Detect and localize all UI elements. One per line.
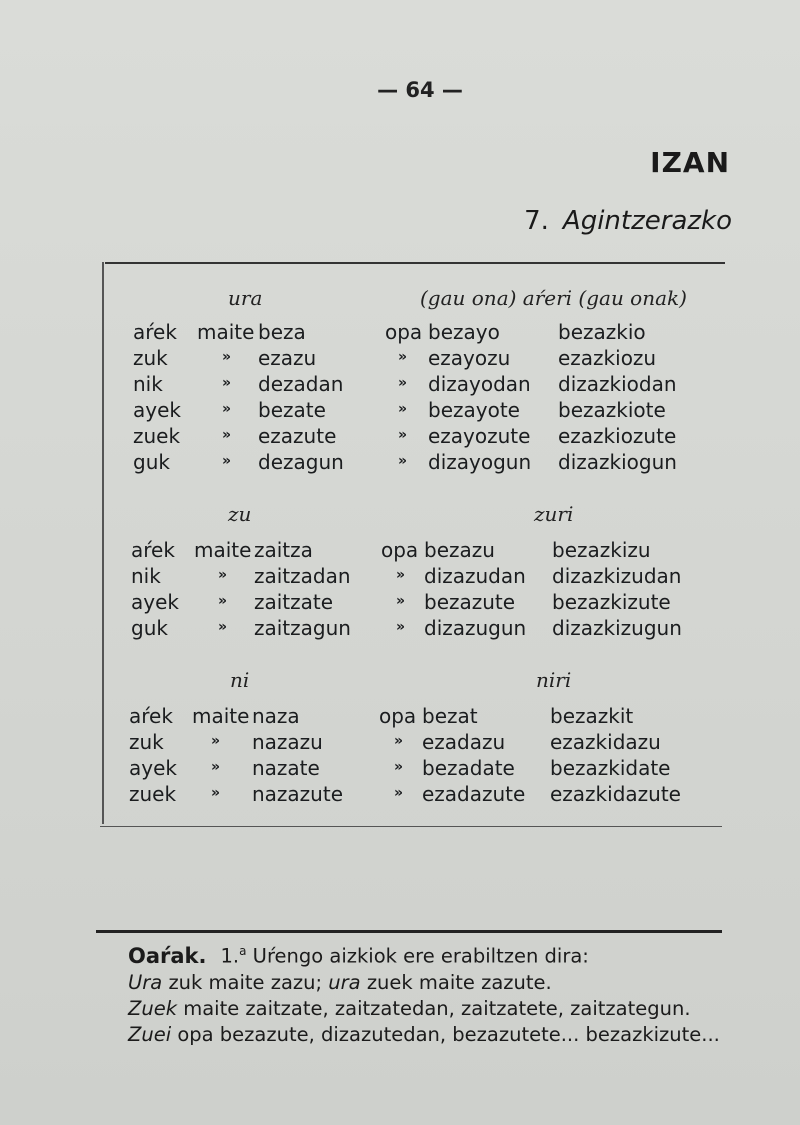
table-row: [0, 616, 800, 642]
ditto-mark: »: [222, 375, 232, 391]
cell-form: dezagun: [258, 450, 344, 474]
notes-superscript: a: [239, 944, 247, 958]
cell-form: nazate: [252, 756, 320, 780]
notes-line-1-text: Uŕengo aizkiok ere erabiltzen dira:: [252, 944, 589, 968]
cell-opa: opa: [379, 704, 417, 728]
cell-subject: guk: [131, 616, 168, 640]
cell-dative-form: ezadazute: [422, 782, 526, 806]
ditto-mark: »: [211, 785, 221, 801]
notes-rule: [96, 930, 722, 933]
cell-dative-form: bezazute: [424, 590, 516, 614]
table-row: [0, 590, 800, 616]
group-2-right-heading: zuri: [534, 502, 574, 526]
table-row: [0, 320, 800, 346]
ditto-mark: »: [211, 759, 221, 775]
cell-dative-form: dizazugun: [424, 616, 527, 640]
ditto-mark: »: [398, 401, 408, 417]
cell-form: zaitza: [254, 538, 313, 562]
cell-plural-form: dizazkizudan: [552, 564, 682, 588]
notes-text: zuek maite zazute.: [360, 970, 552, 994]
ditto-mark: »: [396, 619, 406, 635]
table-row: [0, 398, 800, 424]
cell-plural-form: ezazkiozute: [558, 424, 677, 448]
ditto-mark: »: [218, 593, 228, 609]
ditto-mark: »: [394, 759, 404, 775]
ditto-mark: »: [398, 375, 408, 391]
cell-dative-form: ezadazu: [422, 730, 506, 754]
table-top-rule: [105, 262, 725, 264]
ditto-mark: »: [211, 733, 221, 749]
cell-dative-form: dizayodan: [428, 372, 531, 396]
cell-dative-form: ezayozute: [428, 424, 531, 448]
table-bottom-rule: [100, 826, 722, 827]
cell-plural-form: ezazkidazu: [550, 730, 661, 754]
ditto-mark: »: [394, 785, 404, 801]
cell-dative-form: bezayote: [428, 398, 520, 422]
cell-dative-form: bezazu: [424, 538, 495, 562]
cell-dative-form: bezat: [422, 704, 478, 728]
section-number: 7.: [524, 206, 549, 236]
cell-subject: aŕek: [133, 320, 177, 344]
cell-plural-form: dizazkiodan: [558, 372, 677, 396]
cell-plural-form: bezazkiote: [558, 398, 666, 422]
ditto-mark: »: [394, 733, 404, 749]
ditto-mark: »: [398, 427, 408, 443]
cell-form: zaitzagun: [254, 616, 351, 640]
notes-italic-zuei: Zuei: [128, 1022, 172, 1046]
cell-plural-form: bezazkizu: [552, 538, 651, 562]
ditto-mark: »: [222, 349, 232, 365]
cell-dative-form: dizayogun: [428, 450, 532, 474]
notes-line-2: [128, 970, 728, 996]
cell-form: naza: [252, 704, 300, 728]
cell-subject: zuk: [129, 730, 164, 754]
section-name: Agintzerazko: [562, 206, 732, 236]
group-1-right-heading: (gau ona) aŕeri (gau onak): [420, 286, 687, 310]
ditto-mark: »: [222, 453, 232, 469]
cell-subject: ayek: [131, 590, 179, 614]
cell-plural-form: bezazkit: [550, 704, 634, 728]
cell-dative-form: ezayozu: [428, 346, 511, 370]
notes-block: [128, 938, 728, 1048]
cell-dative-form: dizazudan: [424, 564, 526, 588]
group-2-left-heading: zu: [228, 502, 252, 526]
table-row: [0, 424, 800, 450]
cell-plural-form: ezazkidazute: [550, 782, 681, 806]
group-3-left-heading: ni: [230, 668, 250, 692]
cell-subject: ayek: [133, 398, 181, 422]
cell-maite: maite: [194, 538, 252, 562]
group-1-left-heading: ura: [228, 286, 263, 310]
cell-plural-form: bezazkizute: [552, 590, 671, 614]
table-row: [0, 782, 800, 808]
cell-subject: aŕek: [129, 704, 173, 728]
ditto-mark: »: [396, 567, 406, 583]
ditto-mark: »: [398, 349, 408, 365]
ditto-mark: »: [218, 619, 228, 635]
cell-form: beza: [258, 320, 306, 344]
notes-italic-zuek: Zuek: [128, 996, 178, 1020]
cell-maite: maite: [192, 704, 250, 728]
cell-subject: nik: [133, 372, 163, 396]
table-row: [0, 346, 800, 372]
notes-number: 1.: [220, 944, 240, 968]
cell-form: ezazu: [258, 346, 317, 370]
cell-subject: zuek: [129, 782, 177, 806]
section-heading: [524, 206, 732, 236]
table-row: [0, 538, 800, 564]
cell-plural-form: ezazkiozu: [558, 346, 657, 370]
ditto-mark: »: [218, 567, 228, 583]
cell-subject: guk: [133, 450, 170, 474]
cell-form: ezazute: [258, 424, 337, 448]
cell-opa: opa: [385, 320, 423, 344]
notes-label: Oaŕak.: [128, 943, 207, 968]
notes-text: opa bezazute, dizazutedan, bezazutete... bezazkizute...: [171, 1022, 720, 1046]
notes-line-1: [128, 938, 728, 970]
notes-text: maite zaitzate, zaitzatedan, zaitzatete, zaitzategun.: [177, 996, 691, 1020]
notes-line-4: [128, 1022, 728, 1048]
ditto-mark: »: [396, 593, 406, 609]
table-row: [0, 450, 800, 476]
cell-plural-form: bezazkidate: [550, 756, 671, 780]
table-row: [0, 730, 800, 756]
cell-plural-form: bezazkio: [558, 320, 646, 344]
table-row: [0, 756, 800, 782]
ditto-mark: »: [222, 401, 232, 417]
ditto-mark: »: [222, 427, 232, 443]
cell-form: dezadan: [258, 372, 344, 396]
table-row: [0, 372, 800, 398]
cell-subject: ayek: [129, 756, 177, 780]
cell-plural-form: dizazkiogun: [558, 450, 677, 474]
cell-subject: zuk: [133, 346, 168, 370]
notes-italic-ura: Ura: [128, 970, 163, 994]
table-row: [0, 564, 800, 590]
cell-plural-form: dizazkizugun: [552, 616, 682, 640]
notes-text: zuk maite zazu;: [162, 970, 329, 994]
table-row: [0, 704, 800, 730]
cell-form: zaitzate: [254, 590, 334, 614]
cell-dative-form: bezayo: [428, 320, 500, 344]
page-number: — 64 —: [377, 78, 463, 102]
ditto-mark: »: [398, 453, 408, 469]
cell-maite: maite: [197, 320, 255, 344]
cell-subject: zuek: [133, 424, 181, 448]
cell-subject: nik: [131, 564, 161, 588]
group-3-right-heading: niri: [536, 668, 572, 692]
page-title: IZAN: [650, 146, 730, 179]
cell-form: nazazute: [252, 782, 344, 806]
cell-form: zaitzadan: [254, 564, 351, 588]
cell-opa: opa: [381, 538, 419, 562]
cell-form: bezate: [258, 398, 326, 422]
cell-dative-form: bezadate: [422, 756, 515, 780]
cell-subject: aŕek: [131, 538, 175, 562]
cell-form: nazazu: [252, 730, 323, 754]
notes-italic-ura-2: ura: [328, 970, 361, 994]
notes-line-3: [128, 996, 728, 1022]
